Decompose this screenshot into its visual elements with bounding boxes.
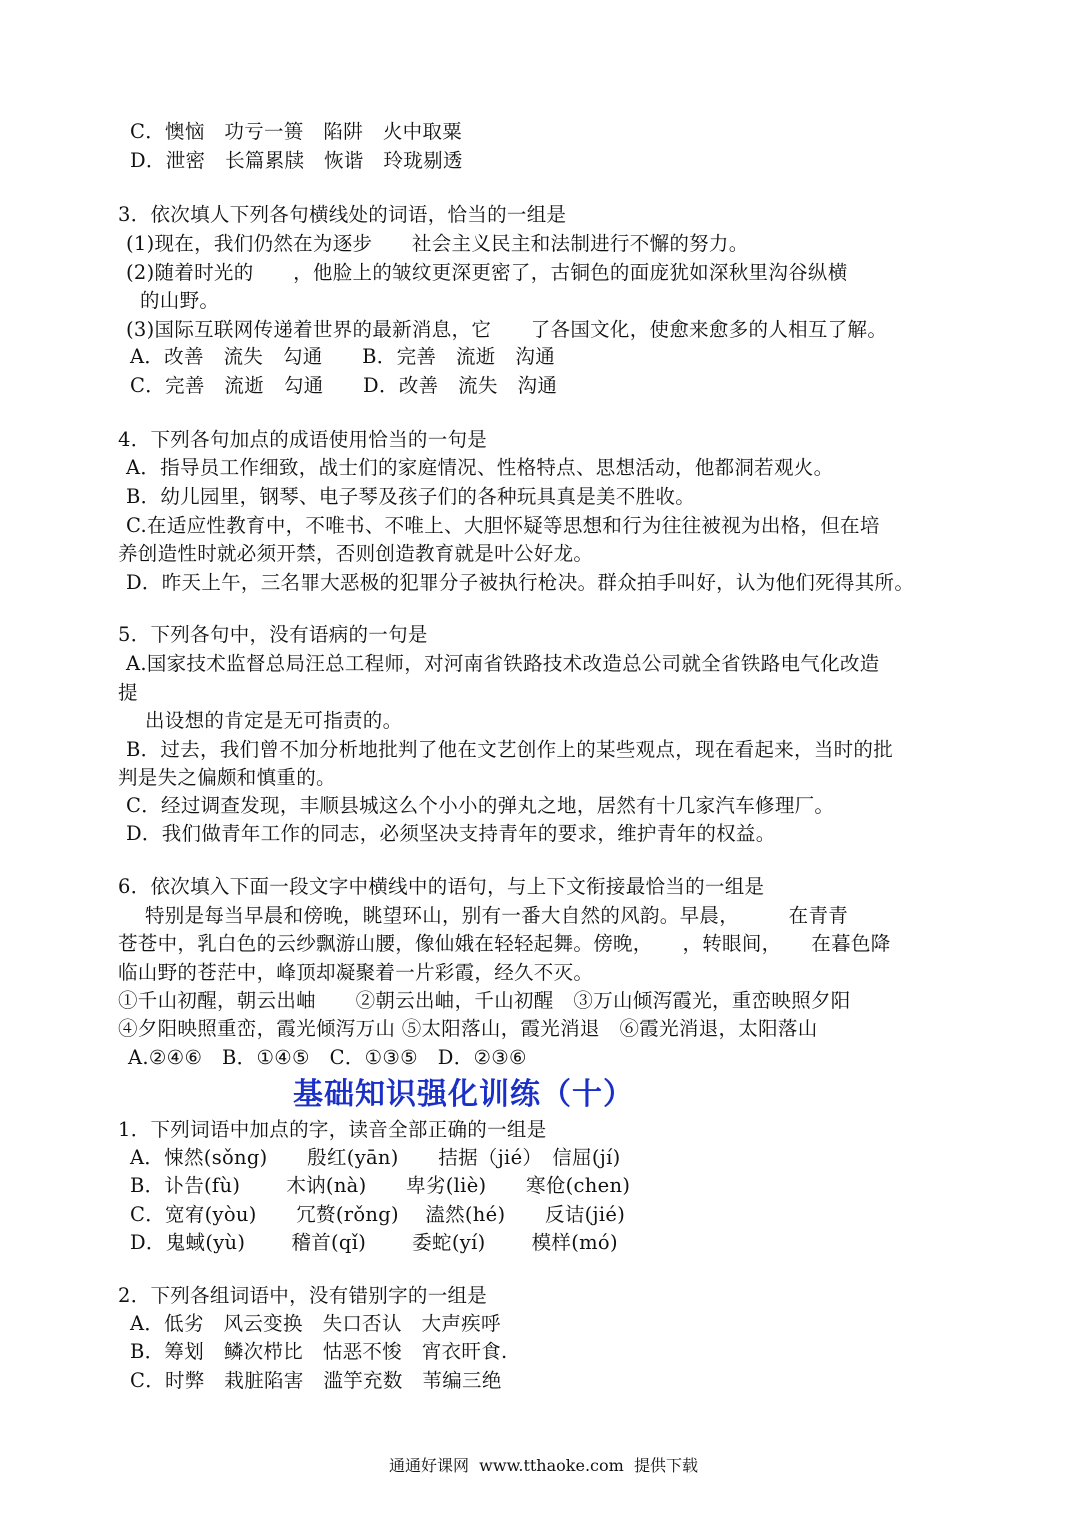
q5-option-a-line1: A.国家技术监督总局汪总工程师，对河南省铁路技术改造总公司就全省铁路电气化改造 [126, 652, 880, 675]
section-q2-option-b: B．筹划 鳞次栉比 怙恶不悛 宵衣旰食. [130, 1340, 508, 1363]
q5-stem: 5．下列各句中，没有语病的一句是 [118, 623, 428, 646]
q6-choices-line1: ①千山初醒，朝云出岫 ②朝云出岫，千山初醒 ③万山倾泻霞光，重峦映照夕阳 [118, 989, 851, 1012]
page-footer: 通通好课网 www.tthaoke.com 提供下载 [389, 1456, 698, 1475]
q6-choices-line2: ④夕阳映照重峦，霞光倾泻万山 ⑤太阳落山，霞光消退 ⑥霞光消退，太阳落山 [118, 1017, 818, 1040]
q5-option-b-line2: 判是失之偏颇和慎重的。 [118, 766, 336, 789]
q3-sentence-1: (1)现在，我们仍然在为逐步 社会主义民主和法制进行不懈的努力。 [126, 232, 749, 255]
q4-option-c-line1: C.在适应性教育中，不唯书、不唯上、大胆怀疑等思想和行为往往被视为出格，但在培 [126, 514, 880, 537]
q4-stem: 4．下列各句加点的成语使用恰当的一句是 [118, 428, 488, 451]
q3-stem: 3．依次填人下列各句横线处的词语，恰当的一组是 [118, 203, 567, 226]
q6-answers: A.②④⑥ B．①④⑤ C．①③⑤ D．②③⑥ [128, 1046, 527, 1069]
section-q2-option-a: A．低劣 风云变换 失口否认 大声疾呼 [130, 1312, 501, 1335]
q3-sentence-2b: 的山野。 [140, 289, 220, 312]
q4-option-a: A．指导员工作细致，战士们的家庭情况、性格特点、思想活动，他都洞若观火。 [126, 456, 834, 479]
section-q1-option-a: A．悚然(sǒng) 殷红(yān) 拮据（jié） 信屈(jí) [130, 1146, 621, 1169]
q4-option-c-line2: 养创造性时就必须开禁，否则创造教育就是叶公好龙。 [118, 542, 594, 565]
q6-passage-line1: 特别是每当早晨和傍晚，眺望环山，别有一番大自然的风韵。早晨， 在青青 [145, 904, 849, 927]
prev-q2-option-d: D．泄密 长篇累牍 恢谐 玲珑剔透 [130, 149, 463, 172]
q5-option-d: D．我们做青年工作的同志，必须坚决支持青年的要求，维护青年的权益。 [126, 822, 776, 845]
q5-option-a-line2: 提 [118, 681, 138, 704]
section-q2-option-c: C．时弊 栽脏陷害 滥竽充数 苇编三绝 [130, 1369, 502, 1392]
q6-passage-line2: 苍苍中，乳白色的云纱飘游山腰，像仙娥在轻轻起舞。傍晚， ，转眼间， 在暮色降 [118, 932, 891, 955]
q5-option-c: C．经过调查发现，丰顺县城这么个小小的弹丸之地，居然有十几家汽车修理厂。 [126, 794, 835, 817]
q4-option-b: B．幼儿园里，钢琴、电子琴及孩子们的各种玩具真是美不胜收。 [126, 485, 696, 508]
section-q1-option-c: C．宽宥(yòu) 冗赘(rǒng) 溘然(hé) 反诘(jié) [130, 1203, 626, 1226]
section-q1-option-b: B．讣告(fù) 木讷(nà) 卑劣(liè) 寒伧(chen) [130, 1174, 631, 1197]
section-q1-option-d: D．鬼蜮(yù) 稽首(qǐ) 委蛇(yí) 模样(mó) [130, 1231, 618, 1254]
q6-stem: 6．依次填入下面一段文字中横线中的语句，与上下文衔接最恰当的一组是 [118, 875, 765, 898]
q3-options-ab: A．改善 流失 勾通 B．完善 流逝 沟通 [130, 345, 556, 368]
q3-sentence-2a: (2)随着时光的 ，他脸上的皱纹更深更密了，古铜色的面庞犹如深秋里沟谷纵横 [126, 261, 848, 284]
q6-passage-line3: 临山野的苍茫中，峰顶却凝聚着一片彩霞，经久不灭。 [118, 961, 594, 984]
q5-option-b-line1: B．过去，我们曾不加分析地批判了他在文艺创作上的某些观点，现在看起来，当时的批 [126, 738, 894, 761]
q3-options-cd: C．完善 流逝 勾通 D．改善 流失 沟通 [130, 374, 558, 397]
q5-option-a-line3: 出设想的肯定是无可指责的。 [145, 709, 403, 732]
section-q1-stem: 1．下列词语中加点的字，读音全部正确的一组是 [118, 1118, 547, 1141]
q3-sentence-3: (3)国际互联网传递着世界的最新消息，它 了各国文化，使愈来愈多的人相互了解。 [126, 318, 888, 341]
section-title: 基础知识强化训练（十） [293, 1077, 634, 1112]
q4-option-d: D．昨天上午，三名罪大恶极的犯罪分子被执行枪决。群众拍手叫好，认为他们死得其所。 [126, 571, 915, 594]
section-q2-stem: 2．下列各组词语中，没有错别字的一组是 [118, 1284, 488, 1307]
prev-q2-option-c: C．懊恼 功亏一篑 陷阱 火中取粟 [130, 120, 463, 143]
